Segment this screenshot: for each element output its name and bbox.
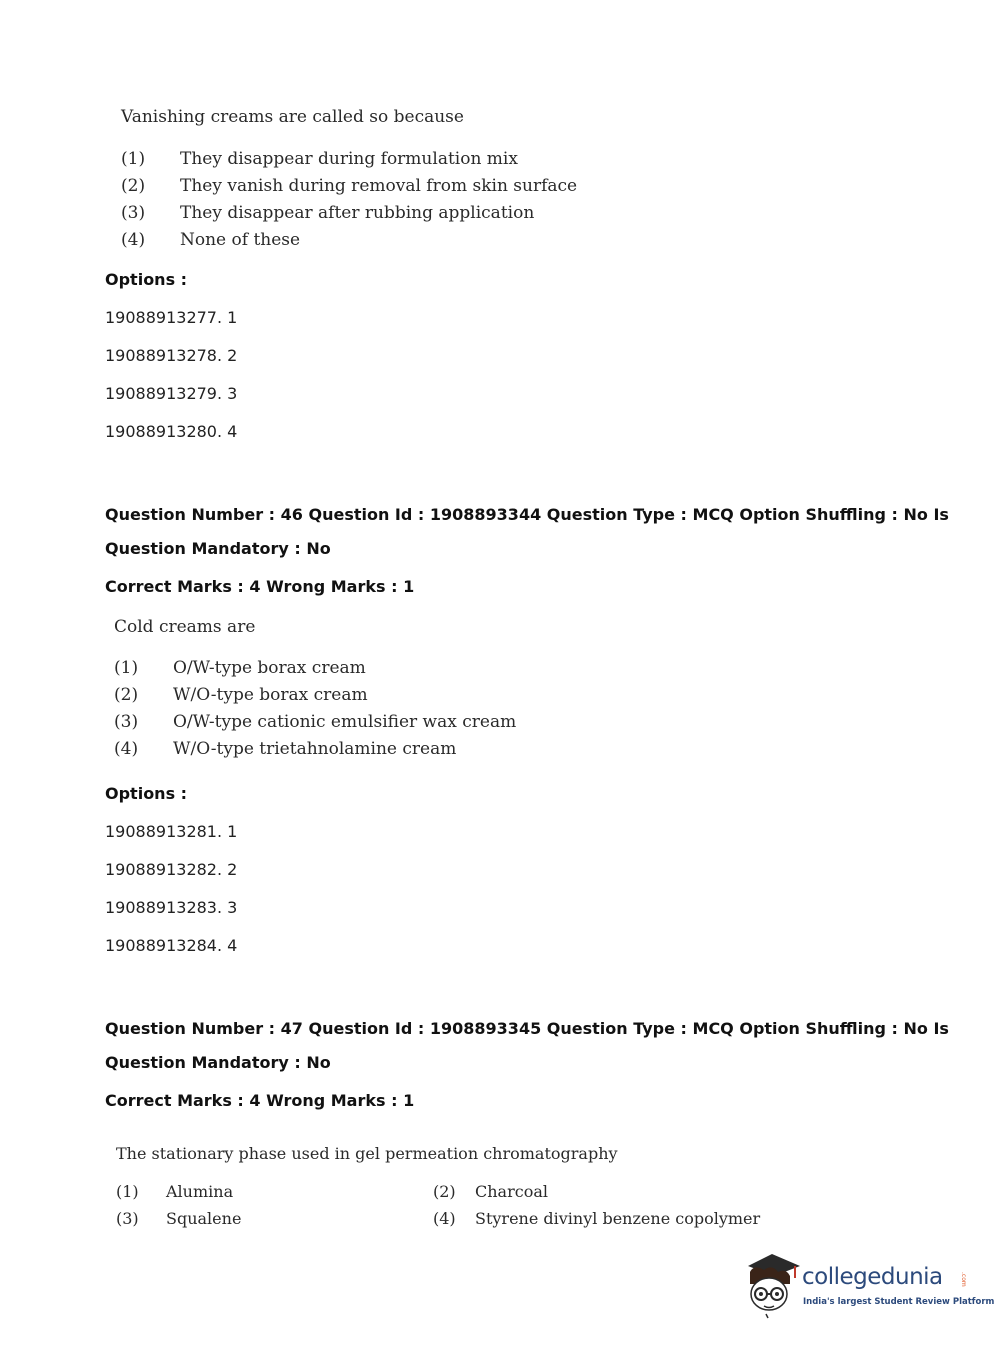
logo-suffix: .com (960, 1272, 967, 1287)
q46-meta-line1: Question Number : 46 Question Id : 1908893344 Question Type : MCQ Option Shuffling : No Is (105, 505, 949, 524)
q45-choice-2: (2) They vanish during removal from skin surface (121, 176, 578, 196)
q47-meta-line2: Question Mandatory : No (105, 1053, 331, 1072)
q45-choices (121, 146, 577, 254)
q46-choice-4: (4) W/O-type trietahnolamine cream (114, 739, 457, 759)
q45-option-2: 19088913278. 2 (105, 346, 238, 365)
collegedunia-logo (742, 1250, 995, 1320)
mascot-icon (742, 1250, 804, 1320)
q47-meta-line1: Question Number : 47 Question Id : 1908893345 Question Type : MCQ Option Shuffling : No Is (105, 1019, 949, 1038)
logo-name: collegedunia (802, 1264, 943, 1290)
q45-options-label: Options : (105, 270, 188, 289)
q46-option-3: 19088913283. 3 (105, 898, 238, 917)
q46-options-label: Options : (105, 784, 188, 803)
q47-choice-3: (3) Squalene (116, 1209, 242, 1228)
q47-choice-2: (2) Charcoal (433, 1182, 548, 1201)
q45-choice-1: (1) They disappear during formulation mix (121, 149, 518, 169)
q45-option-3: 19088913279. 3 (105, 384, 238, 403)
q46-meta-line2: Question Mandatory : No (105, 539, 331, 558)
q47-marks: Correct Marks : 4 Wrong Marks : 1 (105, 1091, 415, 1110)
q45-choice-4: (4) None of these (121, 230, 301, 250)
q46-choice-3: (3) O/W-type cationic emulsifier wax cream (114, 712, 517, 732)
q46-option-4: 19088913284. 4 (105, 936, 238, 955)
q46-marks: Correct Marks : 4 Wrong Marks : 1 (105, 577, 415, 596)
q47-choice-1: (1) Alumina (116, 1182, 234, 1201)
q46-choice-1: (1) O/W-type borax cream (114, 658, 366, 678)
q47-stem: The stationary phase used in gel permeation chromatography (116, 1144, 618, 1163)
q45-option-4: 19088913280. 4 (105, 422, 238, 441)
q46-choice-2: (2) W/O-type borax cream (114, 685, 368, 705)
q46-choices (114, 655, 516, 763)
q47-choice-4: (4) Styrene divinyl benzene copolymer (433, 1209, 761, 1228)
q46-option-2: 19088913282. 2 (105, 860, 238, 879)
q45-choice-3: (3) They disappear after rubbing application (121, 203, 535, 223)
q45-option-1: 19088913277. 1 (105, 308, 238, 327)
q46-option-1: 19088913281. 1 (105, 822, 238, 841)
logo-tagline: India's largest Student Review Platform (803, 1297, 995, 1307)
q46-stem: Cold creams are (114, 617, 256, 637)
q45-stem: Vanishing creams are called so because (121, 107, 464, 127)
